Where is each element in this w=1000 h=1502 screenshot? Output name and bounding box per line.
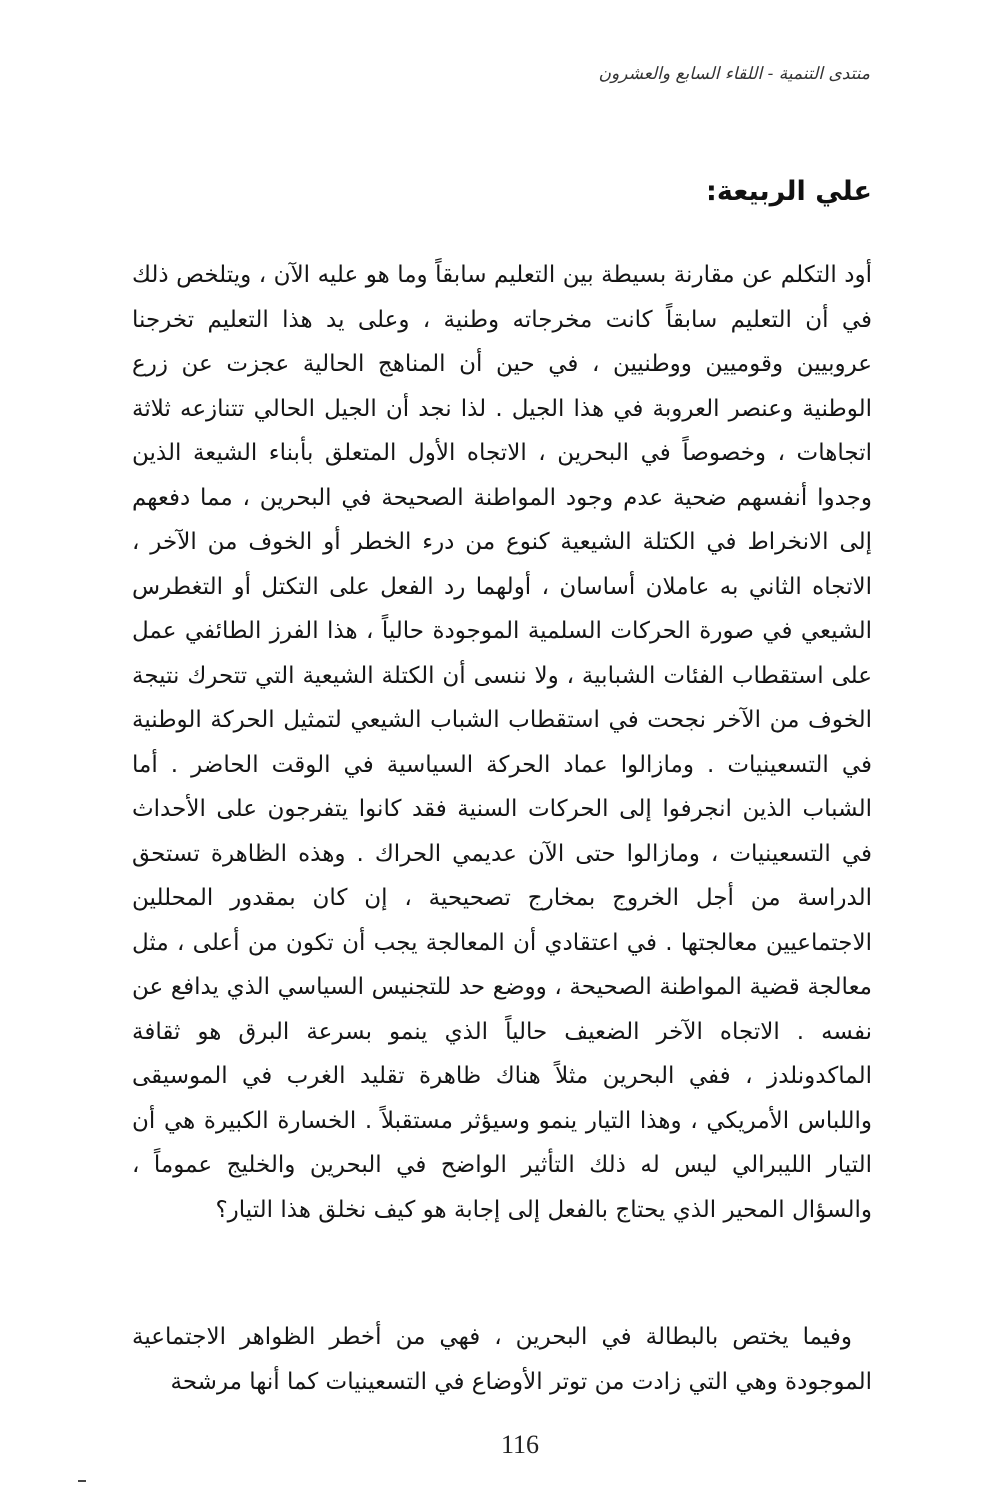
running-header: منتدى التنمية - اللقاء السابع والعشرون xyxy=(598,64,870,84)
speaker-heading: علي الربيعة: xyxy=(706,176,872,207)
body-paragraph-2: وفيما يختص بالبطالة في البحرين ، فهي من أخطر الظواهر الاجتماعية الموجودة وهي التي زادت من توتر الأوضاع في التسعينيات كما أنها مرشحة xyxy=(132,1324,872,1395)
scan-mark xyxy=(78,1480,86,1482)
page-number: 116 xyxy=(500,1430,540,1459)
body-paragraph-1: أود التكلم عن مقارنة بسيطة بين التعليم سابقاً وما هو عليه الآن ، ويتلخص ذلك في أن التعليم سابقاً كانت مخرجاته وطنية ، وعلى يد هذا التعليم تخرجنا عروبيين وقوميين ووطنيين ، في حين أن المناهج الحالية عجزت عن زرع الوطنية وعنصر العروبة في هذا الجيل . لذا نجد أن الجيل الحالي تتنازعه ثلاثة اتجاهات ، وخصوصاً في البحرين ، الاتجاه الأول المتعلق بأبناء الشيعة الذين وجدوا أنفسهم ضحية عدم وجود المواطنة الصحيحة في البحرين ، مما دفعهم إلى الانخراط في الكتلة الشيعية كنوع من درء الخطر أو الخوف من الآخر ، الاتجاه الثاني به عاملان أساسان ، أولهما رد الفعل على التكتل أو التغطرس الشيعي في صورة الحركات السلمية الموجودة حالياً ، هذا الفرز الطائفي عمل على استقطاب الفئات الشبابية ، ولا ننسى أن الكتلة الشيعية التي تتحرك نتيجة الخوف من الآخر نجحت في استقطاب الشباب الشيعي لتمثيل الحركة الوطنية في التسعينيات . ومازالوا عماد الحركة السياسية في الوقت الحاضر . أما الشباب الذين انجرفوا إلى الحركات السنية فقد كانوا يتفرجون على الأحداث في التسعينيات ، ومازالوا حتى الآن عديمي الحراك . وهذه الظاهرة تستحق الدراسة من أجل الخروج بمخارج تصحيحية ، إن كان بمقدور المحللين الاجتماعيين معالجتها . في اعتقادي أن المعالجة يجب أن تكون من أعلى ، مثل معالجة قضية المواطنة الصحيحة ، ووضع حد للتجنيس السياسي الذي يدافع عن نفسه . الاتجاه الآخر الضعيف حالياً الذي ينمو بسرعة البرق هو ثقافة الماكدونلدز ، ففي البحرين مثلاً هناك ظاهرة تقليد الغرب في الموسيقى واللباس الأمريكي ، وهذا التيار ينمو وسيؤثر مستقبلاً . الخسارة الكبيرة هي أن التيار الليبرالي ليس له ذلك التأثير الواضح في البحرين والخليج عموماً ، والسؤال المحير الذي يحتاج بالفعل إلى إجابة هو كيف نخلق هذا التيار؟ xyxy=(132,262,872,1223)
